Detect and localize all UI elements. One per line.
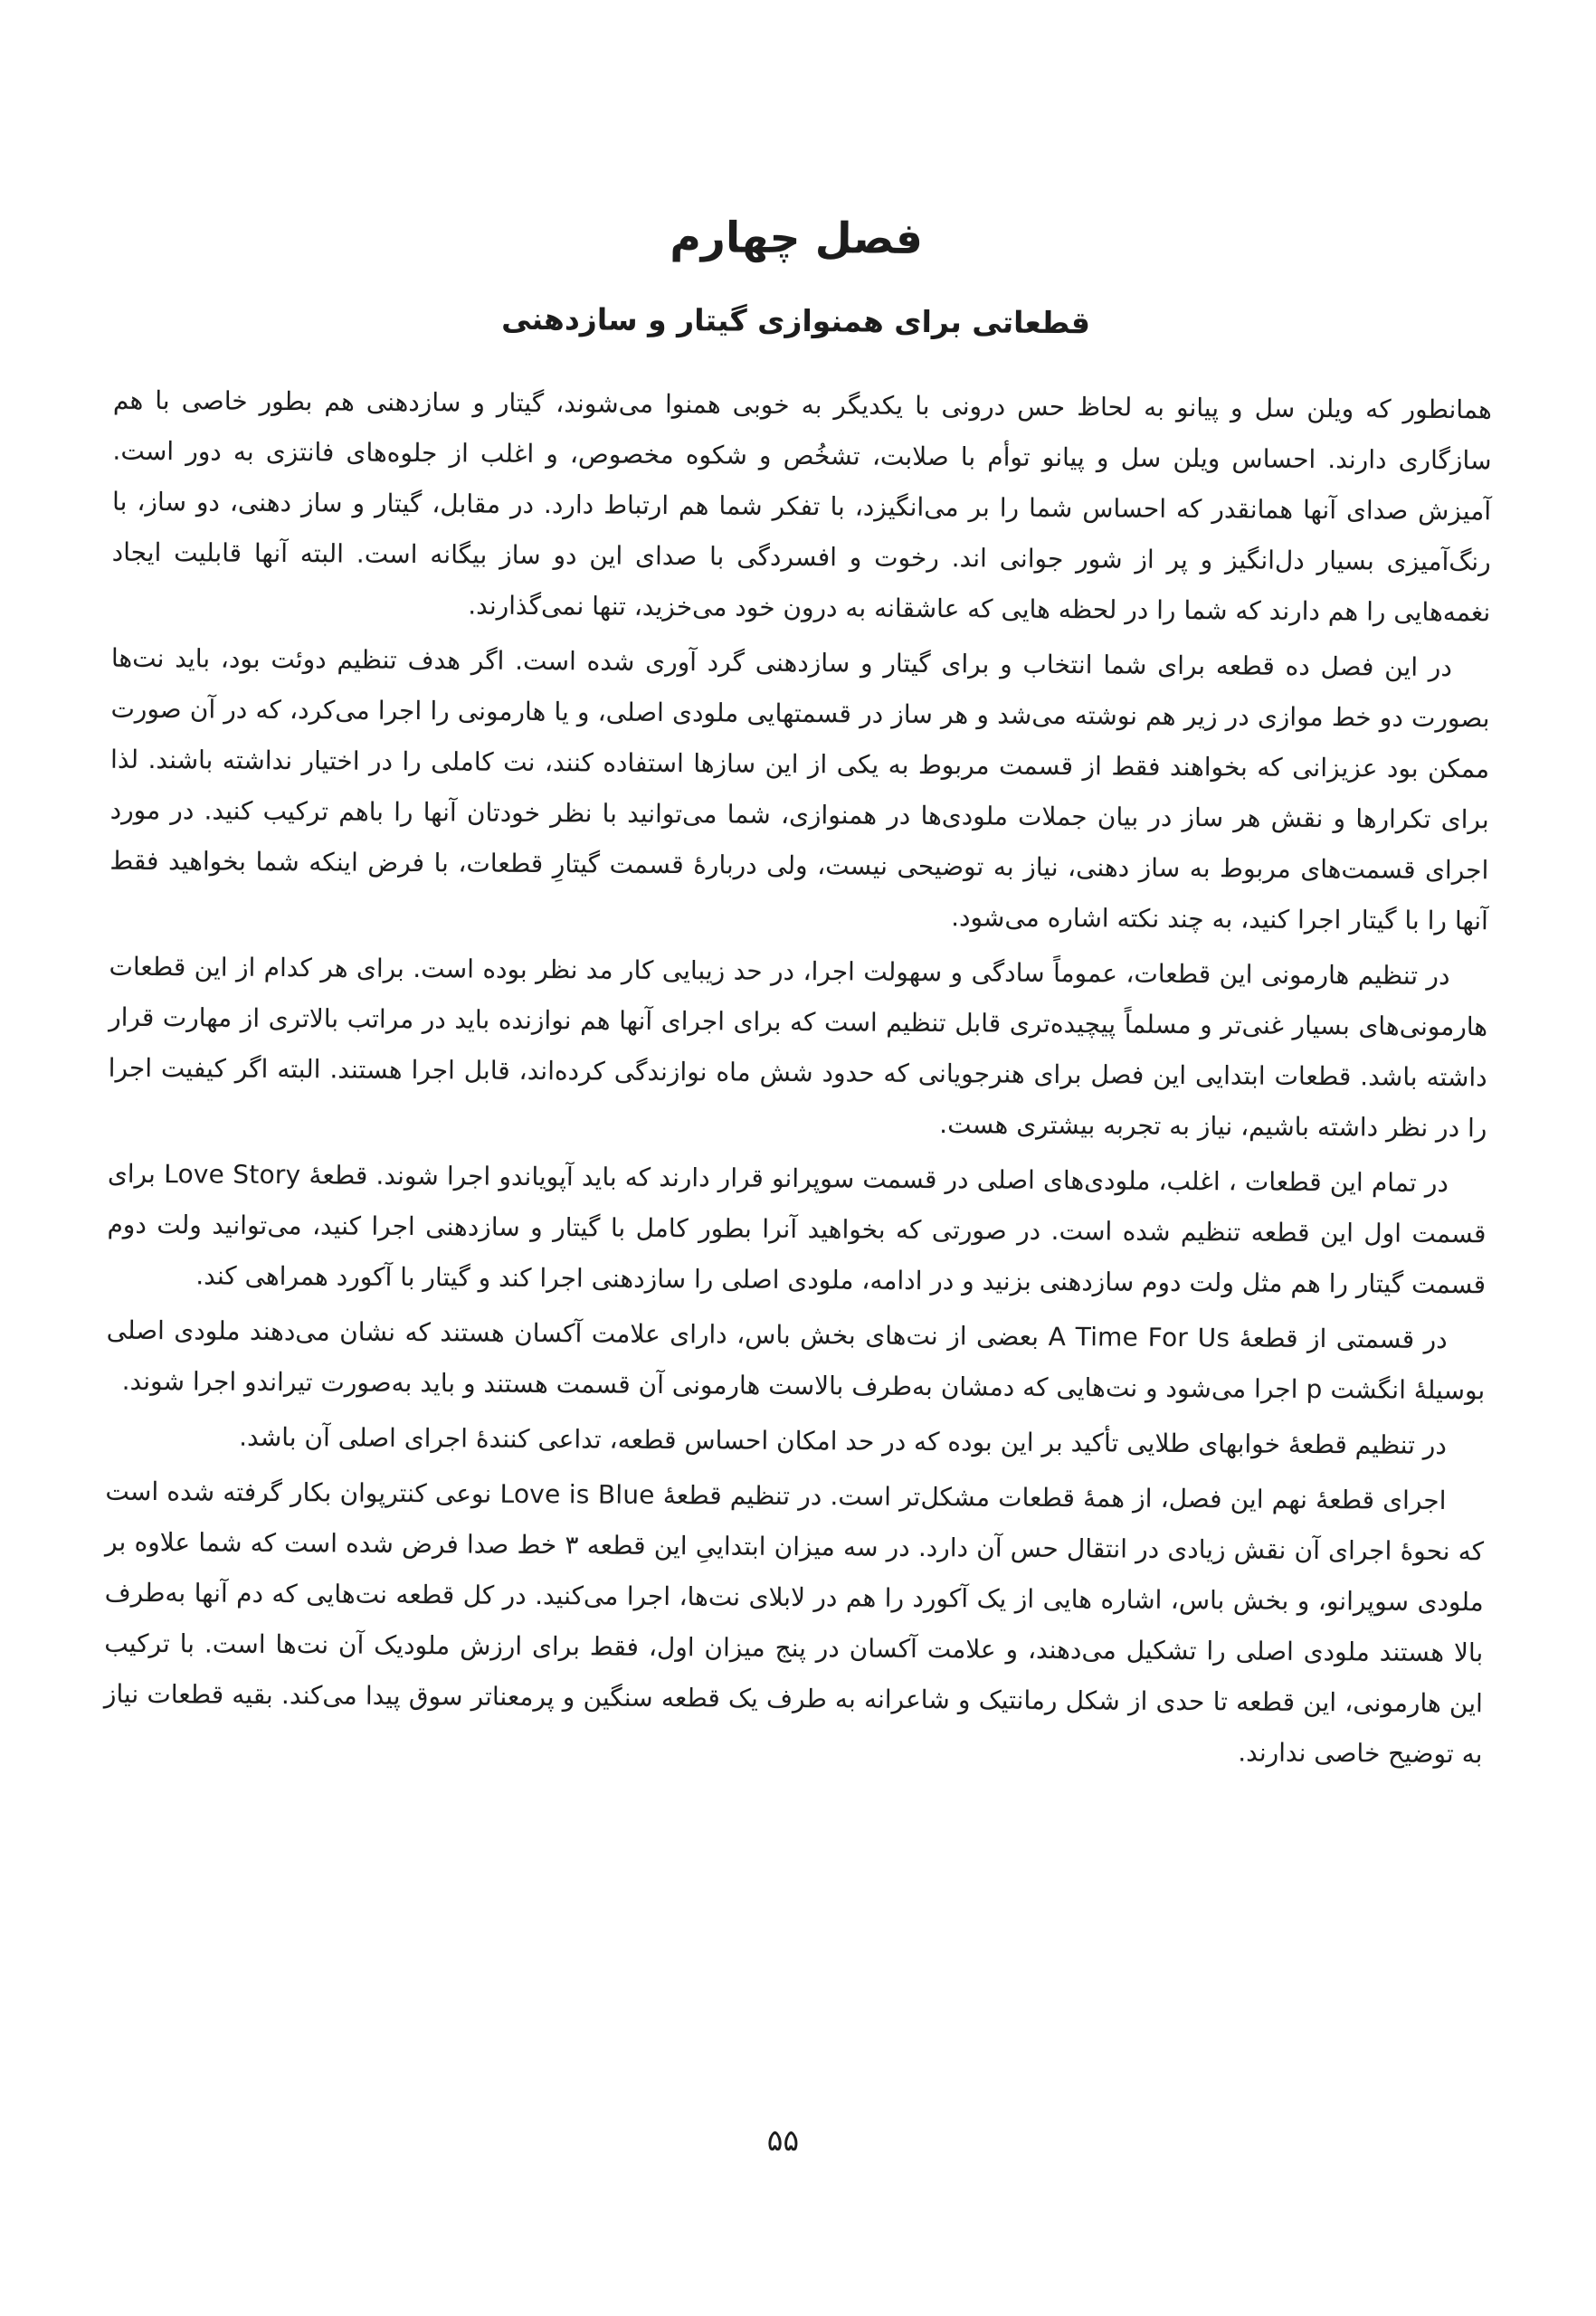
paragraph-7: اجرای قطعهٔ نهم این فصل، از همهٔ قطعات مشکل‌تر است. در تنظیم قطعهٔ Love is Blue نوعی کنترپوان بکار گرفته شده است که نحوهٔ اجرای آن نقش زیادی در انتقال حس آن دارد. در سه میزان ابتداییِ این قطعه ۳ خط صدا فرض شده است که شما علاوه بر ملودی سوپرانو، و بخش باس، اشاره هایی از یک آکورد را هم در لابلای نت‌ها، اجرا می‌کنید. در کل قطعه نت‌هایی که دم آنها به‌طرف بالا هستند ملودی اصلی را تشکیل می‌دهند، و علامت آکسان در پنج میزان اول، فقط برای ارزش ملودیک آن نت‌ها است. با ترکیب این هارمونی، این قطعه تا حدی از شکل رمانتیک و شاعرانه به طرف یک قطعه سنگین و پرمعناتر سوق پیدا می‌کند. بقیه قطعات نیاز به توضیح خاصی ندارند. [103, 1476, 1485, 1770]
page-number: ۵۵ [766, 2121, 800, 2159]
chapter-header [0, 0, 1596, 344]
paragraph-6: در تنظیم قطعهٔ خوابهای طلایی تأکید بر این بوده که در حد امکان احساس قطعه، تداعی کنندهٔ اجرای اصلی آن باشد. [239, 1421, 1447, 1461]
paragraph-2: در این فصل ده قطعه برای شما انتخاب و برای گیتار و سازدهنی گرد آوری شده است. اگر هدف تنظیم دوئت بود، باید نت‌ها بصورت دو خط موازی در زیر هم نوشته می‌شد و هر ساز در قسمتهایی ملودی اصلی، و یا هارمونی را اجرا می‌کرد، که در آن صورت ممکن بود عزیزانی که بخواهند فقط از قسمت مربوط به یکی از این سازها استفاده کنند، نت کاملی را در اختیار نداشته باشند. لذا برای تکرارها و نقش هر ساز در بیان جملات ملودی‌ها در همنوازی، شما می‌توانید با نظر خودتان آنها را باهم ترکیب کنید. در مورد اجرای قسمت‌های مربوط به ساز دهنی، نیاز به توضیحی نیست، ولی دربارهٔ قسمت گیتارِ قطعات، با فرض اینکه شما بخواهید فقط آنها را با گیتار اجرا کنید، به چند نکته اشاره می‌شود. [109, 642, 1490, 936]
paragraph-5: در قسمتی از قطعهٔ A Time For Us بعضی از نت‌های بخش باس، دارای علامت آکسان هستند که نشان می‌دهند ملودی اصلی بوسیلهٔ انگشت p اجرا می‌شود و نت‌هایی که دمشان به‌طرف بالاست هارمونی آن قسمت هستند و باید به‌صورت تیراندو اجرا شوند. [106, 1315, 1486, 1406]
chapter-title: فصل چهارم [670, 213, 924, 264]
paragraph-3: در تنظیم هارمونی این قطعات، عموماً سادگی و سهولت اجرا، در حد زیبایی کار مد نظر بوده است. برای هر کدام از این قطعات هارمونی‌های بسیار غنی‌تر و مسلماً پیچیده‌تری قابل تنظیم است که برای اجرای آنها هم نوازنده باید در مراتب بالاتری از مهارت قرار داشته باشد. قطعات ابتدایی این فصل برای هنرجویانی که حدود شش ماه نوازندگی کرده‌اند، قابل اجرا هستند. البته اگر کیفیت اجرا را در نظر داشته باشیم، نیاز به تجربه بیشتری هست. [108, 951, 1488, 1144]
paragraph-4: در تمام این قطعات ، اغلب، ملودی‌های اصلی در قسمت سوپرانو قرار دارند که باید آپویاندو اجرا شوند. قطعهٔ Love Story برای قسمت اول این قطعه تنظیم شده است. در صورتی که بخواهید آنرا بطور کامل با گیتار و سازدهنی اجرا کنید، می‌توانید ولت دوم قسمت گیتار را هم مثل ولت دوم سازدهنی بزنید و در ادامه، ملودی اصلی را سازدهنی اجرا کند و گیتار با آکورد همراهی کند. [107, 1158, 1487, 1300]
page-footer [0, 2117, 1582, 2163]
paragraph-1: همانطور که ویلن سل و پیانو به لحاظ حس درونی با یکدیگر به خوبی همنوا می‌شوند، گیتار و سازدهنی هم بطور خاصی با هم سازگاری دارند. احساس ویلن سل و پیانو توأم با صلابت، تشخُص و شکوه مخصوص، و اغلب از جلوه‌های فانتزی به دور است. آمیزش صدای آنها همانقدر که احساس شما را بر می‌انگیزد، با تفکر شما هم ارتباط دارد. در مقابل، گیتار و ساز دهنی، دو ساز، با رنگ‌آمیزی بسیار دل‌انگیز و پر از شور جوانی اند. رخوت و افسردگی با صدای این دو ساز بیگانه است. البته آنها قابلیت ایجاد نغمه‌هایی را هم دارند که شما را در لحظه هایی که عاشقانه به درون خود می‌خزید، تنها نمی‌گذارند. [111, 384, 1492, 628]
chapter-subtitle: قطعاتی برای همنوازی گیتار و سازدهنی [501, 300, 1091, 341]
body-text [103, 375, 1492, 1780]
